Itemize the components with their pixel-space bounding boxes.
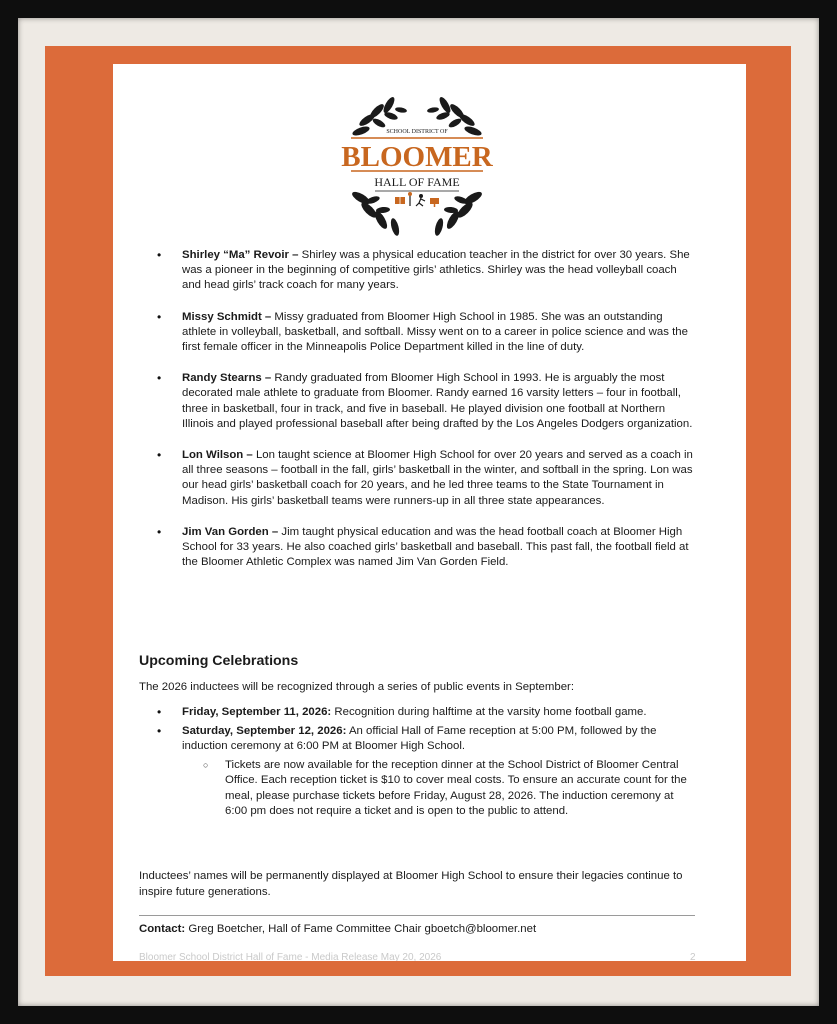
- document-page: [113, 64, 746, 961]
- laurel-bottom-left-icon: [350, 190, 400, 236]
- sports-icons: [395, 192, 439, 207]
- closing-paragraph: Inductees’ names will be permanently displayed at Bloomer High School to ensure their legacies continue to inspire future generations.: [139, 870, 683, 898]
- event-list: [113, 705, 746, 824]
- inductee-description: Randy graduated from Bloomer High School in 1993. He is arguably the most decorated male athlete to graduate from Bloomer. Randy earned 16 varsity letters – four in football, three in basketball, four in track, and five in baseball. He played division one football at Northern Illinois and played professional baseball after being drafted by the Los Angeles Dodgers organization.: [182, 372, 693, 430]
- logo-main-text: BLOOMER: [341, 141, 493, 173]
- runner-icon: [419, 194, 423, 198]
- inductee-description: Missy graduated from Bloomer High School in 1985. She was an outstanding athlete in volleyball, basketball, and softball. Missy went on to a career in police science and was the first female officer in the Minneapolis Police Department killed in the line of duty.: [182, 310, 688, 354]
- logo-sub-text: HALL OF FAME: [374, 175, 460, 189]
- divider: [139, 915, 695, 916]
- inductee-name: Lon Wilson –: [182, 449, 253, 462]
- inductee-name: Randy Stearns –: [182, 372, 272, 385]
- list-item: [113, 371, 746, 432]
- inductee-description: Jim taught physical education and was the head football coach at Bloomer High School for 33 years. He also coached girls’ basketball and baseball. This past fall, the football field at the Bloomer Athletic Complex was named Jim Van Gorden Field.: [182, 525, 689, 569]
- inductee-name: Shirley “Ma” Revoir –: [182, 249, 299, 261]
- section-intro: The 2026 inductees will be recognized through a series of public events in September:: [139, 681, 575, 693]
- trophy-icon: [430, 198, 439, 204]
- list-item: [113, 248, 746, 294]
- inductee-name: Jim Van Gorden –: [182, 525, 279, 538]
- contact-text: Greg Boetcher, Hall of Fame Committee Chair gboetch@bloomer.net: [185, 923, 537, 935]
- logo-top-text: SCHOOL DISTRICT OF: [386, 129, 448, 135]
- inductee-description: Shirley was a physical education teacher in the district for over 30 years. She was a pioneer in the beginning of competitive girls’ athletics. Shirley was the head volleyball coach and head girls’ track coach for many years.: [182, 249, 690, 292]
- event-date: Saturday, September 12, 2026:: [182, 725, 347, 738]
- contact-label: Contact:: [139, 923, 186, 935]
- laurel-bottom-right-icon: [433, 190, 483, 236]
- sub-list: [182, 758, 698, 820]
- event-date: Friday, September 11, 2026:: [182, 706, 332, 718]
- page-number: 2: [690, 952, 696, 961]
- ticket-note: ○ Tickets are now available for the reception dinner at the School District of Bloomer Central Office. Each reception ticket is $10 to cover meal costs. To ensure an accurate count for the meal, please purchase tickets before Friday, August 28, 2026. The induction ceremony at 6:00 pm does not require a ticket and is open to the public to attend.: [182, 758, 698, 820]
- section-heading: Upcoming Celebrations: [139, 653, 299, 669]
- event-description: An official Hall of Fame reception at 5:00 PM, followed by the induction ceremony at 6:00 PM at Bloomer High School.: [182, 725, 657, 753]
- list-item: [113, 525, 746, 571]
- list-item: [113, 724, 746, 820]
- list-item: [113, 448, 746, 509]
- list-item: [113, 310, 746, 356]
- hall-of-fame-logo: [337, 94, 497, 236]
- event-description: Recognition during halftime at the varsity home football game.: [331, 706, 647, 718]
- inductee-description: Lon taught science at Bloomer High School for over 20 years and served as a coach in all three seasons – football in the fall, girls’ basketball in the winter, and softball in the spring. Lon was our head girls’ basketball coach for 20 years, and he led three teams to the State Tournament in Madison. His girls’ basketball teams were runners-up in all three state appearances.: [182, 449, 693, 507]
- inductee-list: [113, 248, 746, 586]
- list-item: [113, 705, 746, 720]
- inductee-name: Missy Schmidt –: [182, 310, 272, 323]
- contact-line: [139, 923, 536, 935]
- page-footer: Bloomer School District Hall of Fame - Media Release May 20, 2026: [139, 952, 442, 961]
